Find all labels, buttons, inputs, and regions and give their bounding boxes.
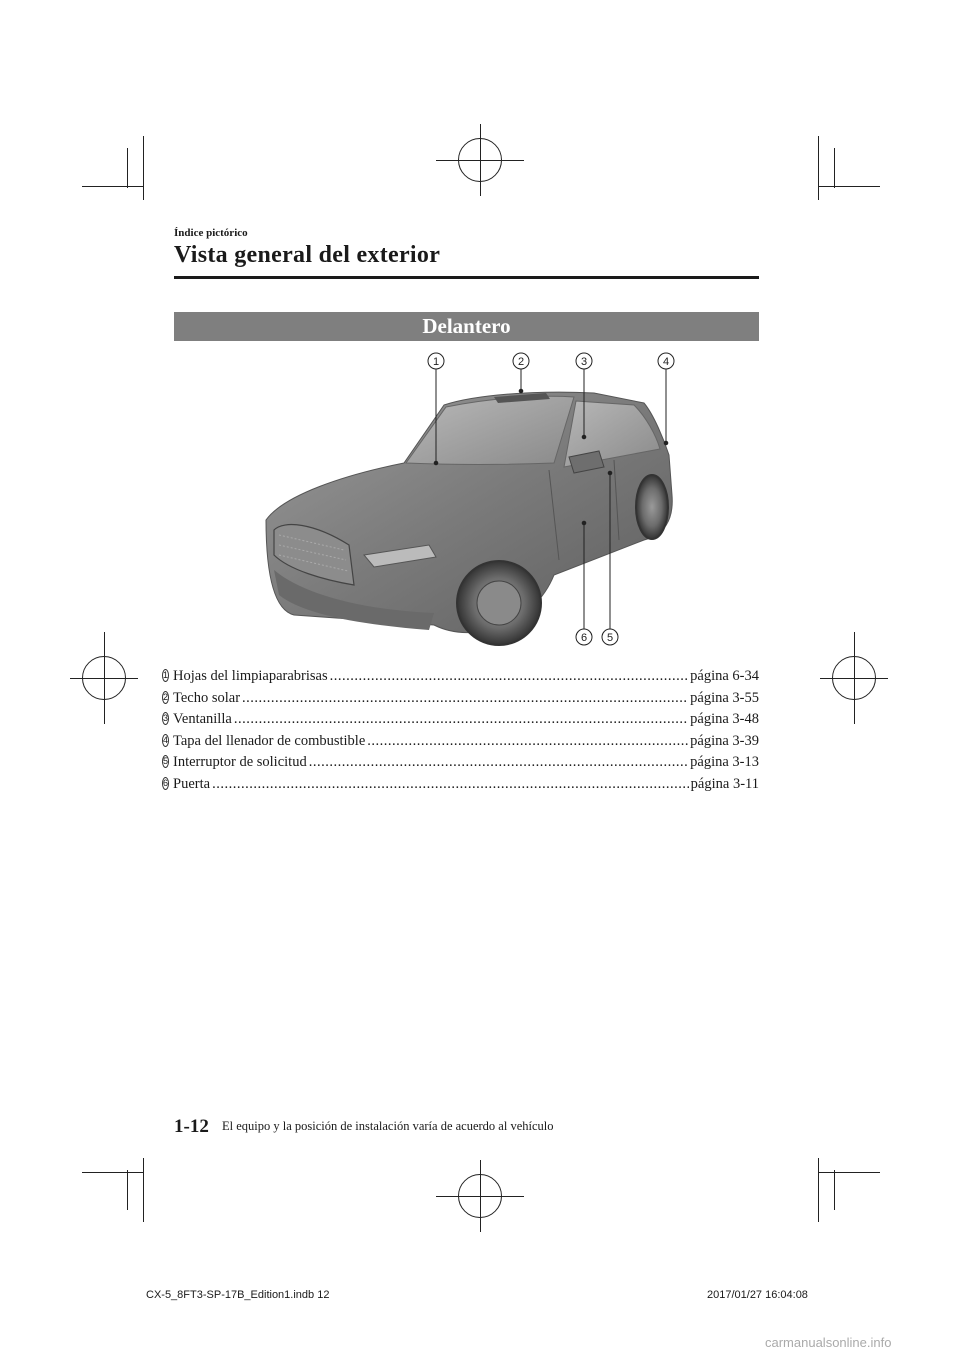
item-label: Interruptor de solicitud (173, 754, 307, 771)
vehicle-illustration (174, 345, 759, 655)
leader-dots (309, 754, 688, 771)
rear-wheel (636, 475, 668, 539)
page-reference[interactable]: página 3-48 (690, 711, 759, 728)
page-reference[interactable]: página 3-13 (690, 754, 759, 771)
item-label: Ventanilla (173, 711, 232, 728)
watermark: carmanualsonline.info (765, 1335, 892, 1350)
item-number: 1 (163, 670, 169, 680)
page-reference[interactable]: página 6-34 (690, 668, 759, 684)
section-label: Índice pictórico (174, 227, 248, 239)
leader-dots (367, 733, 688, 750)
item-number: 6 (163, 777, 169, 788)
callout-2: 2 (517, 356, 525, 368)
component-list (162, 668, 759, 798)
windshield (406, 396, 574, 464)
callout-3: 3 (580, 356, 588, 368)
footer-note: El equipo y la posición de instalación varía de acuerdo al vehículo (222, 1119, 554, 1133)
page-number: 1-12 (174, 1116, 209, 1137)
leader-dots (242, 690, 688, 707)
page-reference[interactable]: página 3-55 (690, 689, 759, 706)
page-reference[interactable]: página 3-39 (690, 732, 759, 749)
item-label: Tapa del llenador de combustible (173, 732, 366, 749)
page-title: Vista general del exterior (174, 242, 441, 268)
leader-dots (212, 776, 689, 793)
item-number: 2 (163, 691, 169, 702)
section-band: Delantero (174, 312, 759, 341)
page-reference[interactable]: página 3-11 (690, 775, 759, 792)
callout-1: 1 (432, 356, 440, 368)
list-item (162, 754, 759, 776)
print-date-info: 2017/01/27 16:04:08 (707, 1289, 808, 1301)
list-item (162, 668, 759, 690)
print-file-info: CX-5_8FT3-SP-17B_Edition1.indb 12 (146, 1289, 330, 1301)
callout-6: 6 (580, 632, 588, 644)
leader-dots (330, 668, 689, 685)
list-item (162, 711, 759, 733)
item-label: Puerta (173, 775, 211, 792)
callout-4: 4 (662, 356, 670, 368)
heading-divider (174, 276, 759, 279)
list-item (162, 733, 759, 755)
list-item (162, 690, 759, 712)
item-number: 5 (163, 756, 169, 767)
leader-dots (234, 711, 688, 728)
item-label: Hojas del limpiaparabrisas (173, 668, 328, 684)
list-item (162, 776, 759, 798)
item-number: 4 (163, 734, 169, 745)
item-number: 3 (163, 713, 169, 724)
callout-5: 5 (606, 632, 614, 644)
item-label: Techo solar (173, 689, 241, 706)
